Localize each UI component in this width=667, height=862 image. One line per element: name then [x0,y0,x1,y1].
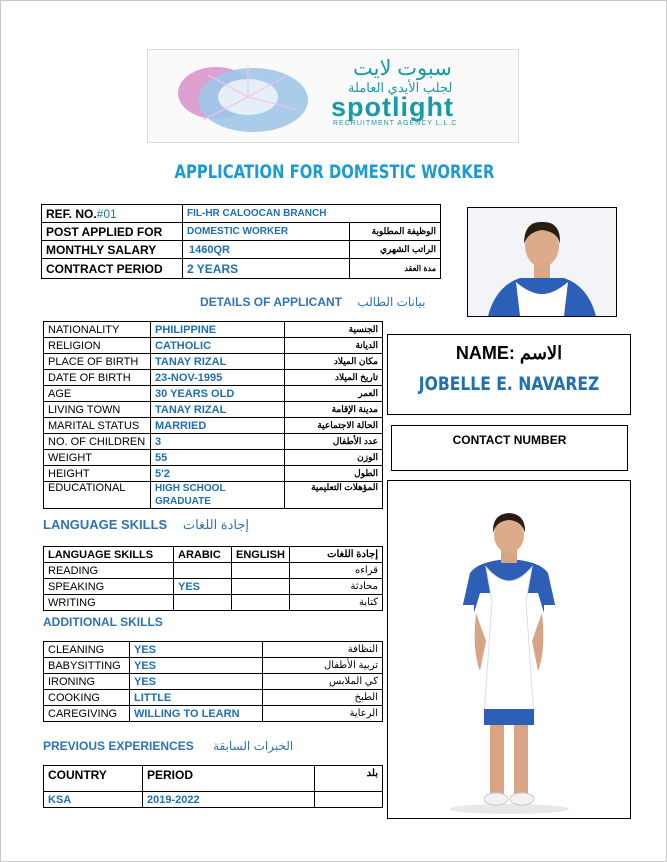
details-row [44,338,383,354]
details-heading-ar: بيانات الطالب [357,295,426,309]
experience-row [44,792,383,808]
skill-value: YES [130,642,263,658]
experience-heading [43,739,293,753]
language-heading-ar: إجادة اللغات [182,517,250,532]
header-row [42,223,441,241]
skill-arabic-label: النظافة [263,642,383,658]
language-heading-en: LANGUAGE SKILLS [43,517,168,532]
contract-arabic: مدة العقد [350,259,441,279]
language-english-value [232,563,290,579]
skill-row [44,642,383,658]
ref-label: REF. NO. [46,206,97,221]
details-label: AGE [44,386,151,402]
skill-arabic-label: الرعاية [263,706,383,722]
language-heading [43,517,249,533]
details-arabic: عدد الأطفال [285,434,383,450]
language-arabic-value: YES [174,579,232,595]
details-row [44,482,383,509]
details-value: MARRIED [151,418,285,434]
details-arabic: المؤهلات التعليمية [285,482,383,509]
details-label: NATIONALITY [44,322,151,338]
additional-heading: ADDITIONAL SKILLS [43,615,163,629]
applicant-photo-full [387,480,631,819]
skill-label: BABYSITTING [44,658,130,674]
details-row [44,450,383,466]
exp-col-ar: بلد [315,766,383,792]
details-label: NO. OF CHILDREN [44,434,151,450]
full-body-image [388,481,630,818]
details-label: HEIGHT [44,466,151,482]
name-label: NAME: [455,343,515,363]
contact-label: CONTACT NUMBER [452,433,567,447]
header-row [42,259,441,279]
experience-table [43,765,383,808]
exp-period: 2019-2022 [143,792,315,808]
details-arabic: مكان الميلاد [285,354,383,370]
logo-graphic [148,50,328,142]
applicant-name [388,373,630,395]
exp-country: KSA [44,792,143,808]
language-arabic-value [174,563,232,579]
details-value: PHILIPPINE [151,322,285,338]
language-arabic-label: محادثة [290,579,383,595]
contract-value: 2 YEARS [183,259,350,279]
logo-arabic-sub: لجلب الأيدي العاملة [348,80,453,95]
details-label: WEIGHT [44,450,151,466]
language-row [44,595,383,611]
language-arabic-label: كتابة [290,595,383,611]
logo-arabic: سبوت لايت [353,57,452,80]
lang-col-english: ENGLISH [232,547,290,563]
details-label: PLACE OF BIRTH [44,354,151,370]
details-row [44,466,383,482]
skill-arabic-label: تربية الأطفال [263,658,383,674]
language-row [44,579,383,595]
salary-arabic: الراتب الشهري [350,241,441,259]
skill-arabic-label: كي الملابس [263,674,383,690]
details-label: DATE OF BIRTH [44,370,151,386]
language-english-value [232,579,290,595]
details-arabic: العمر [285,386,383,402]
language-skill-label: WRITING [44,595,174,611]
header-row [42,205,441,223]
details-arabic: الوزن [285,450,383,466]
exp-col-period: PERIOD [143,766,315,792]
post-arabic: الوظيفة المطلوبة [350,223,441,241]
name-box [387,334,631,415]
logo-brand: spotlight [331,92,454,122]
skill-row [44,674,383,690]
skill-label: CAREGIVING [44,706,130,722]
skill-arabic-label: الطبخ [263,690,383,706]
details-heading [200,295,426,309]
contact-box [391,425,628,471]
language-row [44,563,383,579]
details-arabic: الجنسية [285,322,383,338]
skill-value: LITTLE [130,690,263,706]
experience-heading-ar: الخبرات السابقة [213,739,294,753]
language-arabic-label: قراءه [290,563,383,579]
details-arabic: تاريخ الميلاد [285,370,383,386]
language-english-value [232,595,290,611]
header-table [41,204,441,279]
details-arabic: الديانة [285,338,383,354]
applicant-name-text: JOBELLE E. NAVAREZ [418,373,600,395]
page-title: APPLICATION FOR DOMESTIC WORKER [174,161,495,183]
language-arabic-value [174,595,232,611]
lang-col-arabic: ARABIC [174,547,232,563]
details-arabic: الطول [285,466,383,482]
branch-value: FIL-HR CALOOCAN BRANCH [183,205,441,223]
details-row [44,322,383,338]
experience-header-row [44,766,383,792]
language-skill-label: READING [44,563,174,579]
skill-value: WILLING TO LEARN [130,706,263,722]
language-header-row [44,547,383,563]
skill-label: CLEANING [44,642,130,658]
details-heading-en: DETAILS OF APPLICANT [200,295,342,309]
lang-col-skill: LANGUAGE SKILLS [44,547,174,563]
skill-value: YES [130,674,263,690]
details-row [44,434,383,450]
salary-label: MONTHLY SALARY [42,241,183,259]
details-arabic: مدينة الإقامة [285,402,383,418]
details-label: MARITAL STATUS [44,418,151,434]
skill-row [44,690,383,706]
details-value: TANAY RIZAL [151,354,285,370]
details-value: 5'2 [151,466,285,482]
ref-value: #01 [96,206,117,221]
details-value: 55 [151,450,285,466]
details-row [44,354,383,370]
name-label-line [388,343,630,364]
exp-col-country: COUNTRY [44,766,143,792]
details-value: 23-NOV-1995 [151,370,285,386]
details-value: TANAY RIZAL [151,402,285,418]
details-value: CATHOLIC [151,338,285,354]
salary-value: 1460QR [183,241,350,259]
portrait-image [468,208,616,316]
language-skill-label: SPEAKING [44,579,174,595]
details-label: EDUCATIONAL [44,482,151,509]
agency-logo [147,49,519,143]
experience-heading-en: PREVIOUS EXPERIENCES [43,739,194,753]
post-label: POST APPLIED FOR [42,223,183,241]
details-row [44,402,383,418]
details-row [44,370,383,386]
post-value: DOMESTIC WORKER [183,223,350,241]
skill-label: IRONING [44,674,130,690]
skills-table [43,641,383,722]
skill-value: YES [130,658,263,674]
name-label-arabic: الاسم [519,343,563,363]
applicant-photo-small [467,207,617,317]
details-value: 30 YEARS OLD [151,386,285,402]
details-arabic: الحالة الاجتماعية [285,418,383,434]
skill-row [44,658,383,674]
details-value: 3 [151,434,285,450]
contract-label: CONTRACT PERIOD [42,259,183,279]
lang-col-ar: إجادة اللغات [290,547,383,563]
skill-row [44,706,383,722]
details-row [44,418,383,434]
language-table [43,546,383,611]
logo-subtitle: RECRUITMENT AGENCY L.L.C [333,120,458,127]
details-row [44,386,383,402]
exp-ar [315,792,383,808]
header-row [42,241,441,259]
details-value: HIGH SCHOOL GRADUATE [151,482,285,509]
skill-label: COOKING [44,690,130,706]
details-table [43,321,383,509]
details-label: LIVING TOWN [44,402,151,418]
details-label: RELIGION [44,338,151,354]
